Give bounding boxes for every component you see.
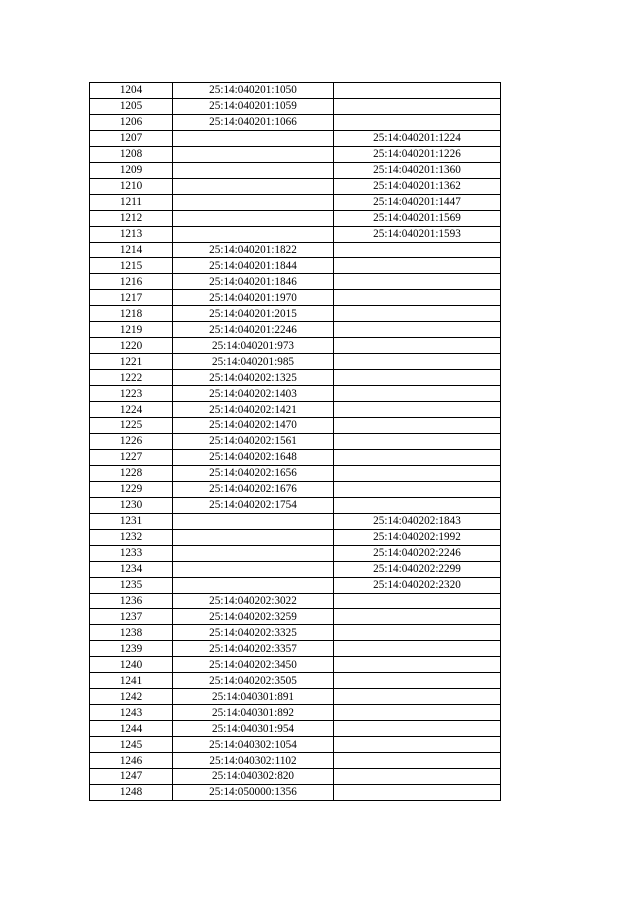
row-number-cell: 1242 [90, 689, 173, 705]
cadastral-number-cell-a: 25:14:040201:2015 [173, 306, 334, 322]
table-row [90, 338, 501, 354]
cadastral-number-cell-b: 25:14:040201:1447 [334, 194, 501, 210]
cadastral-number-cell-b [334, 114, 501, 130]
table-row [90, 274, 501, 290]
cadastral-number-cell-a [173, 146, 334, 162]
cadastral-number-cell-a: 25:14:040202:1470 [173, 418, 334, 434]
table-row [90, 705, 501, 721]
table-row [90, 625, 501, 641]
row-number-cell: 1204 [90, 83, 173, 99]
cadastral-number-cell-b [334, 402, 501, 418]
table-row [90, 83, 501, 99]
table-row [90, 370, 501, 386]
row-number-cell: 1221 [90, 354, 173, 370]
table-row [90, 529, 501, 545]
cadastral-number-cell-a: 25:14:040202:1561 [173, 433, 334, 449]
table-row [90, 737, 501, 753]
cadastral-number-cell-b [334, 274, 501, 290]
cadastral-number-cell-b [334, 641, 501, 657]
row-number-cell: 1247 [90, 768, 173, 784]
row-number-cell: 1238 [90, 625, 173, 641]
table-row [90, 768, 501, 784]
row-number-cell: 1217 [90, 290, 173, 306]
row-number-cell: 1211 [90, 194, 173, 210]
cadastral-number-cell-a: 25:14:040202:3505 [173, 673, 334, 689]
cadastral-number-cell-b: 25:14:040201:1226 [334, 146, 501, 162]
cadastral-number-cell-a: 25:14:040201:2246 [173, 322, 334, 338]
table-row [90, 178, 501, 194]
row-number-cell: 1210 [90, 178, 173, 194]
cadastral-number-cell-b [334, 433, 501, 449]
table-row [90, 449, 501, 465]
table-row [90, 609, 501, 625]
table-row [90, 657, 501, 673]
cadastral-number-cell-a: 25:14:040201:973 [173, 338, 334, 354]
row-number-cell: 1236 [90, 593, 173, 609]
cadastral-number-cell-b: 25:14:040201:1362 [334, 178, 501, 194]
cadastral-number-cell-a: 25:14:040202:1648 [173, 449, 334, 465]
table-row [90, 753, 501, 769]
cadastral-number-cell-b [334, 418, 501, 434]
table-row [90, 306, 501, 322]
table-row [90, 258, 501, 274]
cadastral-number-cell-a: 25:14:050000:1356 [173, 784, 334, 800]
cadastral-number-cell-b [334, 753, 501, 769]
row-number-cell: 1240 [90, 657, 173, 673]
cadastral-number-cell-b [334, 370, 501, 386]
row-number-cell: 1233 [90, 545, 173, 561]
table-body [90, 83, 501, 801]
row-number-cell: 1218 [90, 306, 173, 322]
row-number-cell: 1225 [90, 418, 173, 434]
row-number-cell: 1237 [90, 609, 173, 625]
table-row [90, 402, 501, 418]
cadastral-number-cell-a: 25:14:040202:3259 [173, 609, 334, 625]
cadastral-number-cell-b: 25:14:040202:2246 [334, 545, 501, 561]
row-number-cell: 1205 [90, 98, 173, 114]
table-row [90, 194, 501, 210]
cadastral-number-cell-b [334, 83, 501, 99]
cadastral-number-cell-b [334, 449, 501, 465]
cadastral-number-cell-a: 25:14:040202:1325 [173, 370, 334, 386]
cadastral-number-cell-b [334, 386, 501, 402]
table-row [90, 561, 501, 577]
table-row [90, 513, 501, 529]
cadastral-number-cell-b [334, 705, 501, 721]
table-row [90, 497, 501, 513]
cadastral-number-cell-a: 25:14:040202:1656 [173, 465, 334, 481]
cadastral-number-cell-a: 25:14:040202:1676 [173, 481, 334, 497]
table-row [90, 130, 501, 146]
cadastral-number-cell-b: 25:14:040201:1593 [334, 226, 501, 242]
cadastral-number-cell-b [334, 784, 501, 800]
cadastral-number-cell-a: 25:14:040201:1822 [173, 242, 334, 258]
table-row [90, 433, 501, 449]
cadastral-number-cell-b: 25:14:040201:1360 [334, 162, 501, 178]
cadastral-number-cell-a [173, 162, 334, 178]
cadastral-number-cell-b [334, 737, 501, 753]
cadastral-number-cell-b [334, 673, 501, 689]
cadastral-number-cell-a [173, 210, 334, 226]
cadastral-number-cell-a: 25:14:040201:1066 [173, 114, 334, 130]
cadastral-number-cell-b [334, 98, 501, 114]
table-row [90, 673, 501, 689]
row-number-cell: 1215 [90, 258, 173, 274]
cadastral-number-cell-a [173, 130, 334, 146]
row-number-cell: 1208 [90, 146, 173, 162]
table-row [90, 784, 501, 800]
cadastral-number-cell-b [334, 593, 501, 609]
cadastral-number-cell-b [334, 338, 501, 354]
cadastral-number-table [89, 82, 501, 801]
row-number-cell: 1223 [90, 386, 173, 402]
cadastral-number-cell-a: 25:14:040202:1403 [173, 386, 334, 402]
cadastral-number-cell-b [334, 290, 501, 306]
row-number-cell: 1234 [90, 561, 173, 577]
cadastral-number-cell-b [334, 609, 501, 625]
row-number-cell: 1220 [90, 338, 173, 354]
row-number-cell: 1243 [90, 705, 173, 721]
cadastral-number-cell-a: 25:14:040202:3450 [173, 657, 334, 673]
cadastral-number-cell-a [173, 545, 334, 561]
row-number-cell: 1222 [90, 370, 173, 386]
cadastral-number-cell-a: 25:14:040302:1054 [173, 737, 334, 753]
table-row [90, 481, 501, 497]
cadastral-number-cell-a [173, 226, 334, 242]
row-number-cell: 1228 [90, 465, 173, 481]
row-number-cell: 1232 [90, 529, 173, 545]
row-number-cell: 1209 [90, 162, 173, 178]
table-row [90, 465, 501, 481]
cadastral-number-cell-b [334, 354, 501, 370]
row-number-cell: 1244 [90, 721, 173, 737]
row-number-cell: 1227 [90, 449, 173, 465]
cadastral-number-cell-a: 25:14:040202:3022 [173, 593, 334, 609]
cadastral-number-cell-b [334, 657, 501, 673]
cadastral-number-cell-a: 25:14:040201:1844 [173, 258, 334, 274]
cadastral-number-cell-b: 25:14:040201:1224 [334, 130, 501, 146]
row-number-cell: 1235 [90, 577, 173, 593]
cadastral-number-cell-a: 25:14:040201:1050 [173, 83, 334, 99]
cadastral-number-cell-b [334, 768, 501, 784]
table-row [90, 114, 501, 130]
row-number-cell: 1212 [90, 210, 173, 226]
cadastral-number-cell-b: 25:14:040202:2299 [334, 561, 501, 577]
row-number-cell: 1248 [90, 784, 173, 800]
cadastral-number-cell-b [334, 481, 501, 497]
cadastral-number-cell-a: 25:14:040302:820 [173, 768, 334, 784]
cadastral-number-cell-a: 25:14:040202:1421 [173, 402, 334, 418]
table-row [90, 226, 501, 242]
cadastral-number-cell-b [334, 242, 501, 258]
cadastral-number-cell-a: 25:14:040301:891 [173, 689, 334, 705]
cadastral-number-cell-a [173, 513, 334, 529]
table-row [90, 162, 501, 178]
table-row [90, 146, 501, 162]
cadastral-number-cell-b [334, 322, 501, 338]
table-row [90, 290, 501, 306]
table-row [90, 689, 501, 705]
table-row [90, 593, 501, 609]
table-row [90, 641, 501, 657]
row-number-cell: 1245 [90, 737, 173, 753]
row-number-cell: 1239 [90, 641, 173, 657]
table-row [90, 242, 501, 258]
table-row [90, 386, 501, 402]
cadastral-number-cell-a [173, 178, 334, 194]
row-number-cell: 1219 [90, 322, 173, 338]
cadastral-number-cell-a: 25:14:040201:1970 [173, 290, 334, 306]
cadastral-number-cell-b [334, 721, 501, 737]
row-number-cell: 1230 [90, 497, 173, 513]
cadastral-number-cell-a: 25:14:040202:1754 [173, 497, 334, 513]
table-row [90, 577, 501, 593]
cadastral-number-cell-a: 25:14:040302:1102 [173, 753, 334, 769]
cadastral-number-cell-b: 25:14:040202:2320 [334, 577, 501, 593]
cadastral-number-cell-a [173, 194, 334, 210]
row-number-cell: 1231 [90, 513, 173, 529]
table-row [90, 322, 501, 338]
cadastral-number-cell-a [173, 529, 334, 545]
cadastral-number-cell-b [334, 625, 501, 641]
table-row [90, 98, 501, 114]
cadastral-number-cell-b [334, 689, 501, 705]
cadastral-number-cell-a: 25:14:040301:892 [173, 705, 334, 721]
table-row [90, 354, 501, 370]
cadastral-number-cell-a: 25:14:040201:1059 [173, 98, 334, 114]
cadastral-number-cell-a: 25:14:040201:1846 [173, 274, 334, 290]
cadastral-number-cell-a [173, 561, 334, 577]
cadastral-number-cell-b [334, 497, 501, 513]
cadastral-number-cell-b: 25:14:040201:1569 [334, 210, 501, 226]
cadastral-number-cell-a: 25:14:040202:3325 [173, 625, 334, 641]
cadastral-number-cell-a [173, 577, 334, 593]
cadastral-number-cell-b: 25:14:040202:1992 [334, 529, 501, 545]
cadastral-number-cell-b [334, 306, 501, 322]
row-number-cell: 1207 [90, 130, 173, 146]
row-number-cell: 1229 [90, 481, 173, 497]
table-row [90, 721, 501, 737]
cadastral-number-cell-b: 25:14:040202:1843 [334, 513, 501, 529]
cadastral-number-cell-b [334, 465, 501, 481]
cadastral-number-cell-a: 25:14:040301:954 [173, 721, 334, 737]
row-number-cell: 1224 [90, 402, 173, 418]
cadastral-number-cell-a: 25:14:040202:3357 [173, 641, 334, 657]
row-number-cell: 1241 [90, 673, 173, 689]
table-row [90, 210, 501, 226]
table-row [90, 418, 501, 434]
row-number-cell: 1206 [90, 114, 173, 130]
table-row [90, 545, 501, 561]
cadastral-number-cell-a: 25:14:040201:985 [173, 354, 334, 370]
row-number-cell: 1214 [90, 242, 173, 258]
row-number-cell: 1226 [90, 433, 173, 449]
row-number-cell: 1216 [90, 274, 173, 290]
cadastral-number-cell-b [334, 258, 501, 274]
row-number-cell: 1213 [90, 226, 173, 242]
row-number-cell: 1246 [90, 753, 173, 769]
